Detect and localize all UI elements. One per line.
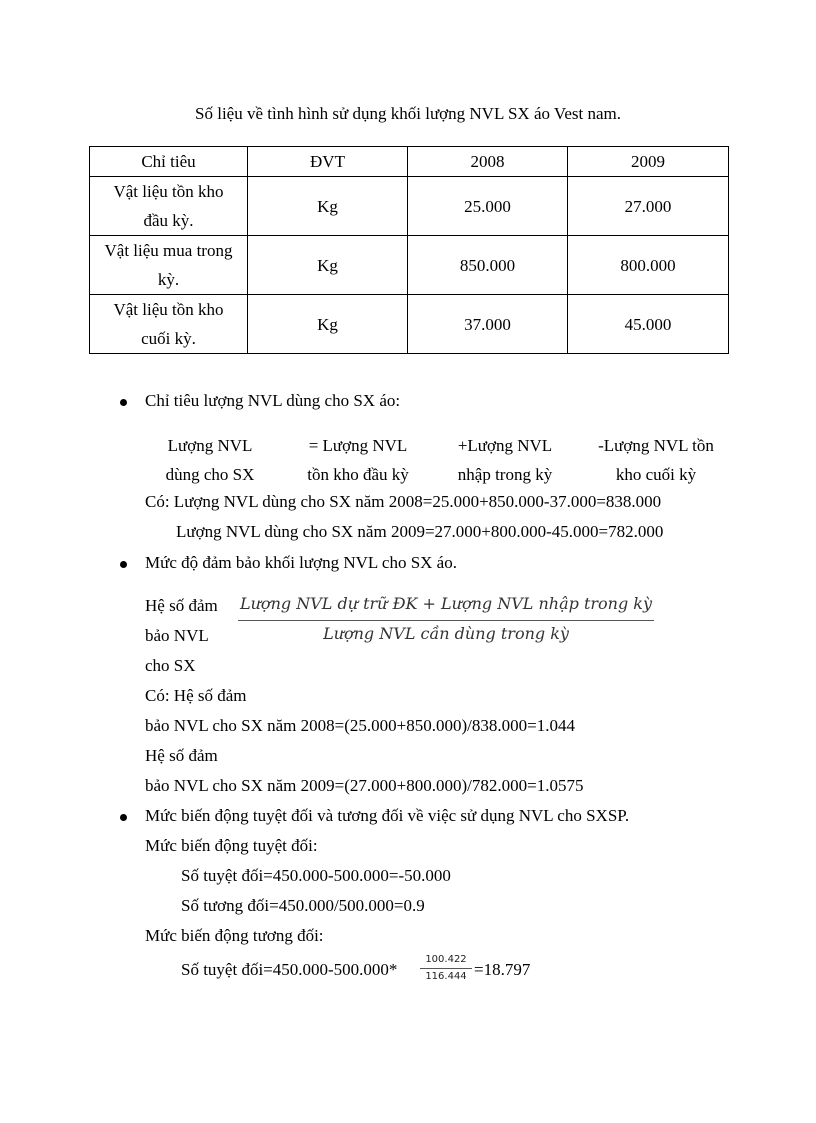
small-fraction-bar	[420, 968, 472, 969]
absolute-variation-heading: Mức biến động tuyệt đối:	[145, 836, 318, 855]
coefficient-label-line2: bảo NVL	[145, 626, 209, 645]
bullet-icon	[120, 814, 127, 821]
coefficient-label-line3: cho SX	[145, 656, 196, 675]
relative-number-line: Số tương đối=450.000/500.000=0.9	[181, 896, 425, 915]
header-2009: 2009	[568, 147, 729, 177]
row-unit: Kg	[248, 177, 408, 236]
row-label: Vật liệu tồn kho đầu kỳ.	[90, 177, 248, 236]
coefficient-co-line1: Có: Hệ số đảm	[145, 686, 247, 705]
small-fraction-numerator: 100.422	[425, 954, 467, 965]
coefficient-2008-line: bảo NVL cho SX năm 2008=(25.000+850.000)/838.000=1.044	[145, 716, 575, 735]
usage-2008-line: Có: Lượng NVL dùng cho SX năm 2008=25.000+850.000-37.000=838.000	[145, 492, 662, 511]
small-fraction-denominator: 116.444	[425, 971, 467, 982]
bullet-icon	[120, 561, 127, 568]
formula-col-opening: = Lượng NVL tồn kho đầu kỳ	[307, 436, 409, 484]
fraction-numerator: Lượng NVL dự trữ ĐK + Lượng NVL nhập trong kỳ	[240, 594, 653, 613]
absolute-number-line: Số tuyệt đối=450.000-500.000=-50.000	[181, 866, 451, 885]
coefficient-co-line3: Hệ số đảm	[145, 746, 218, 765]
relative-formula-prefix: Số tuyệt đối=450.000-500.000*	[181, 960, 398, 979]
row-value-2008: 25.000	[408, 177, 568, 236]
row-value-2009: 800.000	[568, 236, 729, 295]
row-unit: Kg	[248, 295, 408, 354]
section3-heading: Mức biến động tuyệt đối và tương đối về việc sử dụng NVL cho SXSP.	[145, 806, 630, 825]
header-2008: 2008	[408, 147, 568, 177]
row-value-2008: 850.000	[408, 236, 568, 295]
table-row	[90, 236, 729, 295]
section2-heading: Mức độ đảm bảo khối lượng NVL cho SX áo.	[145, 553, 457, 572]
row-unit: Kg	[248, 236, 408, 295]
relative-variation-heading: Mức biến động tương đối:	[145, 926, 324, 945]
page-title: Số liệu về tình hình sử dụng khối lượng NVL SX áo Vest nam.	[195, 104, 621, 123]
table-header-row	[90, 147, 729, 177]
relative-formula-result: =18.797	[474, 960, 531, 979]
table-row	[90, 177, 729, 236]
row-value-2009: 45.000	[568, 295, 729, 354]
section1-heading: Chỉ tiêu lượng NVL dùng cho SX áo:	[145, 391, 401, 410]
formula-col-closing: -Lượng NVL tồn kho cuối kỳ	[598, 436, 714, 484]
row-label: Vật liệu mua trong kỳ.	[90, 236, 248, 295]
fraction-bar	[238, 620, 654, 621]
formula-col-usage: Lượng NVL dùng cho SX	[165, 436, 255, 484]
row-value-2008: 37.000	[408, 295, 568, 354]
coefficient-2009-line: bảo NVL cho SX năm 2009=(27.000+800.000)/782.000=1.0575	[145, 776, 584, 795]
header-indicator: Chỉ tiêu	[90, 147, 248, 177]
coefficient-label-line1: Hệ số đảm	[145, 596, 218, 615]
header-unit: ĐVT	[248, 147, 408, 177]
bullet-icon	[120, 399, 127, 406]
table-row	[90, 295, 729, 354]
row-value-2009: 27.000	[568, 177, 729, 236]
usage-2009-line: Lượng NVL dùng cho SX năm 2009=27.000+800.000-45.000=782.000	[176, 522, 664, 541]
row-label: Vật liệu tồn kho cuối kỳ.	[90, 295, 248, 354]
fraction-denominator: Lượng NVL cần dùng trong kỳ	[323, 624, 569, 643]
material-usage-table	[89, 146, 729, 354]
formula-col-purchase: +Lượng NVL nhập trong kỳ	[457, 436, 553, 484]
